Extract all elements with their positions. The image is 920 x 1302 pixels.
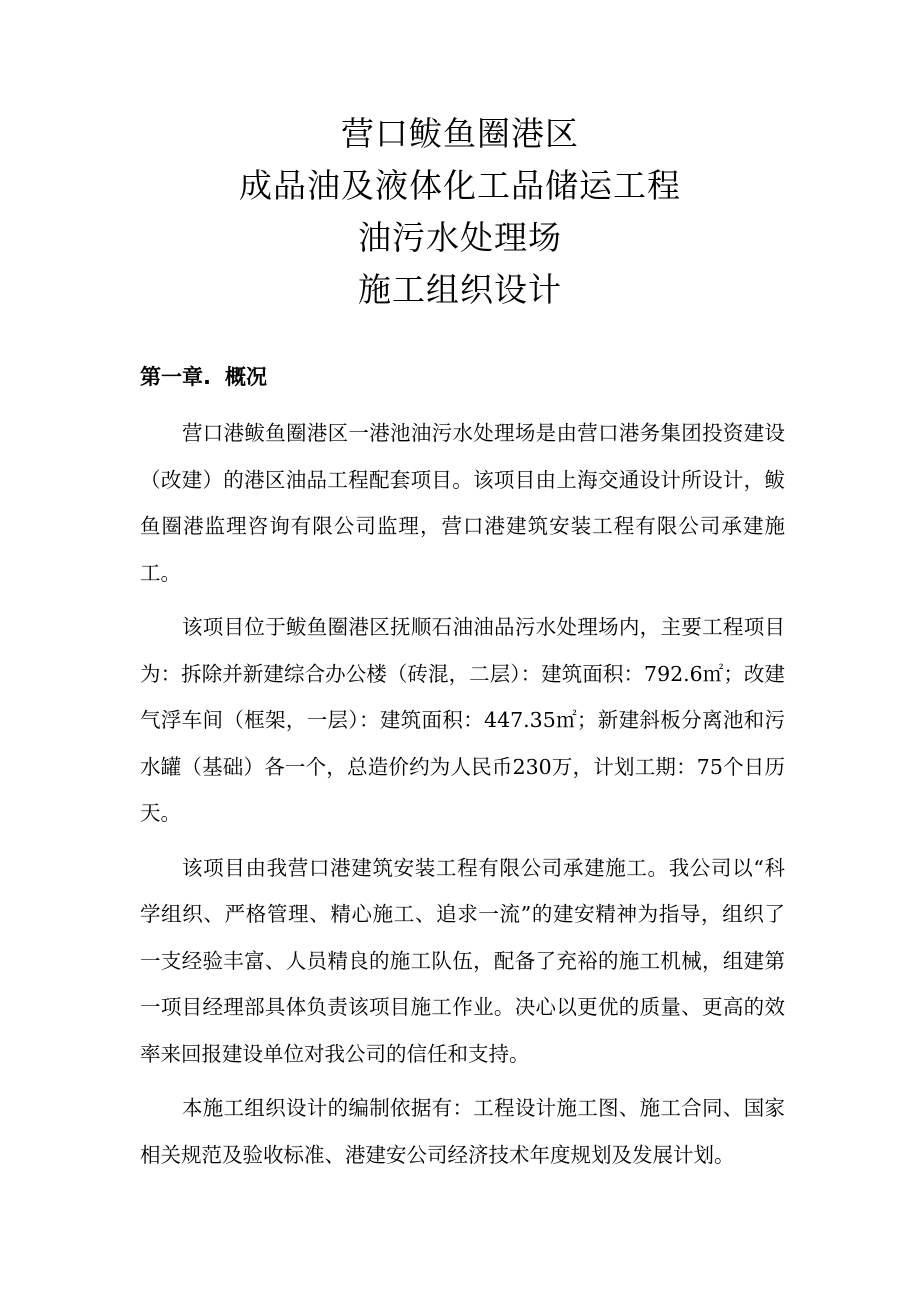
title-line-doc-type: 施工组织设计 (358, 270, 562, 309)
chapter-body (140, 410, 785, 1186)
paragraph-project-scope: 该项目位于鲅鱼圈港区抚顺石油油品污水处理场内，主要工程项目为：拆除并新建综合办公楼（砖混，二层）：建筑面积：792.6㎡；改建气浮车间（框架，一层）：建筑面积：447.35㎡；新建斜板分离池和污水罐（基础）各一个，总造价约为人民币230万，计划工期：75个日历天。 (140, 615, 785, 825)
chapter-title: 概况 (224, 365, 267, 389)
title-line-facility: 油污水处理场 (358, 218, 562, 257)
paragraph-contractor: 该项目由我营口港建筑安装工程有限公司承建施工。我公司以“科学组织、严格管理、精心施工、追求一流”的建安精神为指导，组织了一支经验丰富、人员精良的施工队伍，配备了充裕的施工机械，组建第一项目经理部具体负责该项目施工作业。决心以更优的质量、更高的效率来回报建设单位对我公司的信任和支持。 (140, 855, 785, 1066)
document-title (0, 108, 920, 316)
paragraph-basis: 本施工组织设计的编制依据有：工程设计施工图、施工合同、国家相关规范及验收标准、港建安公司经济技术年度规划及发展计划。 (140, 1096, 785, 1167)
paragraph-project-overview: 营口港鲅鱼圈港区一港池油污水处理场是由营口港务集团投资建设（改建）的港区油品工程配套项目。该项目由上海交通设计所设计，鲅鱼圈港监理咨询有限公司监理，营口港建筑安装工程有限公司承建施工。 (140, 421, 785, 585)
title-line-port-area: 营口鲅鱼圈港区 (341, 114, 579, 153)
chapter-number: 第一章. (140, 365, 211, 389)
chapter-heading (140, 362, 267, 392)
title-line-project: 成品油及液体化工品储运工程 (239, 166, 681, 205)
